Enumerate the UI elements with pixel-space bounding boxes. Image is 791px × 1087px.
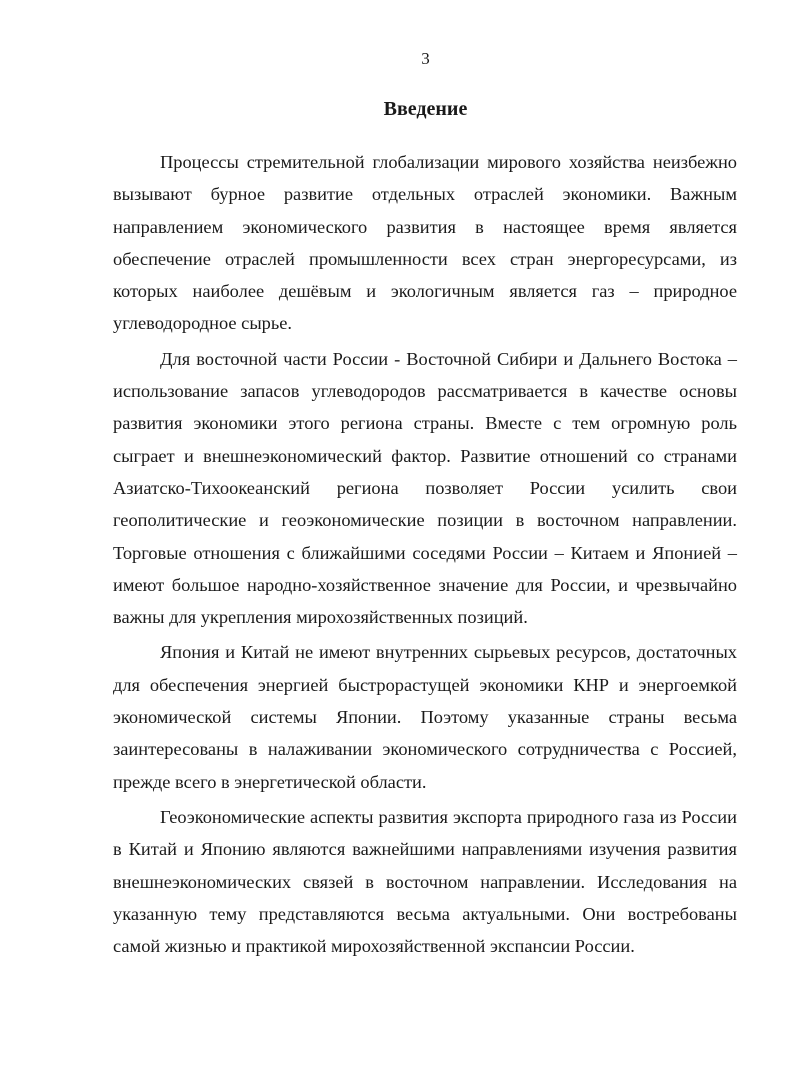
paragraph-2: Для восточной части России - Восточной Сибири и Дальнего Востока – использование запасов углеводородов рассматривается в качестве основы развития экономики этого региона страны. Вместе с тем огромную роль сыграет и внешнеэкономический фактор. Развитие отношений со странами Азиатско-Тихоокеанский региона позволяет России усилить свои геополитические и геоэкономические позиции в восточном направлении. Торговые отношения с ближайшими соседями России – Китаем и Японией – имеют большое народно-хозяйственное значение для России, и чрезвычайно важны для укрепления мирохозяйственных позиций.: [113, 348, 737, 628]
paragraph-3: Япония и Китай не имеют внутренних сырьевых ресурсов, достаточных для обеспечения энергией быстрорастущей экономики КНР и энергоемкой экономической системы Японии. Поэтому указанные страны весьма заинтересованы в налаживании экономического сотрудничества с Россией, прежде всего в энергетической области.: [113, 642, 737, 792]
body-text: [113, 146, 737, 962]
section-heading: Введение: [383, 98, 468, 120]
paragraph-4: Геоэкономические аспекты развития экспорта природного газа из России в Китай и Японию являются важнейшими направлениями изучения развития внешнеэкономических связей в восточном направлении. Исследования на указанную тему представляются весьма актуальными. Они востребованы самой жизнью и практикой мирохозяйственной экспансии России.: [113, 806, 737, 957]
paragraph-1: Процессы стремительной глобализации мирового хозяйства неизбежно вызывают бурное развитие отдельных отраслей экономики. Важным направлением экономического развития в настоящее время является обеспечение отраслей промышленности всех стран энергоресурсами, из которых наиболее дешёвым и экологичным является газ – природное углеводородное сырье.: [113, 152, 737, 334]
page-number: 3: [421, 49, 430, 68]
